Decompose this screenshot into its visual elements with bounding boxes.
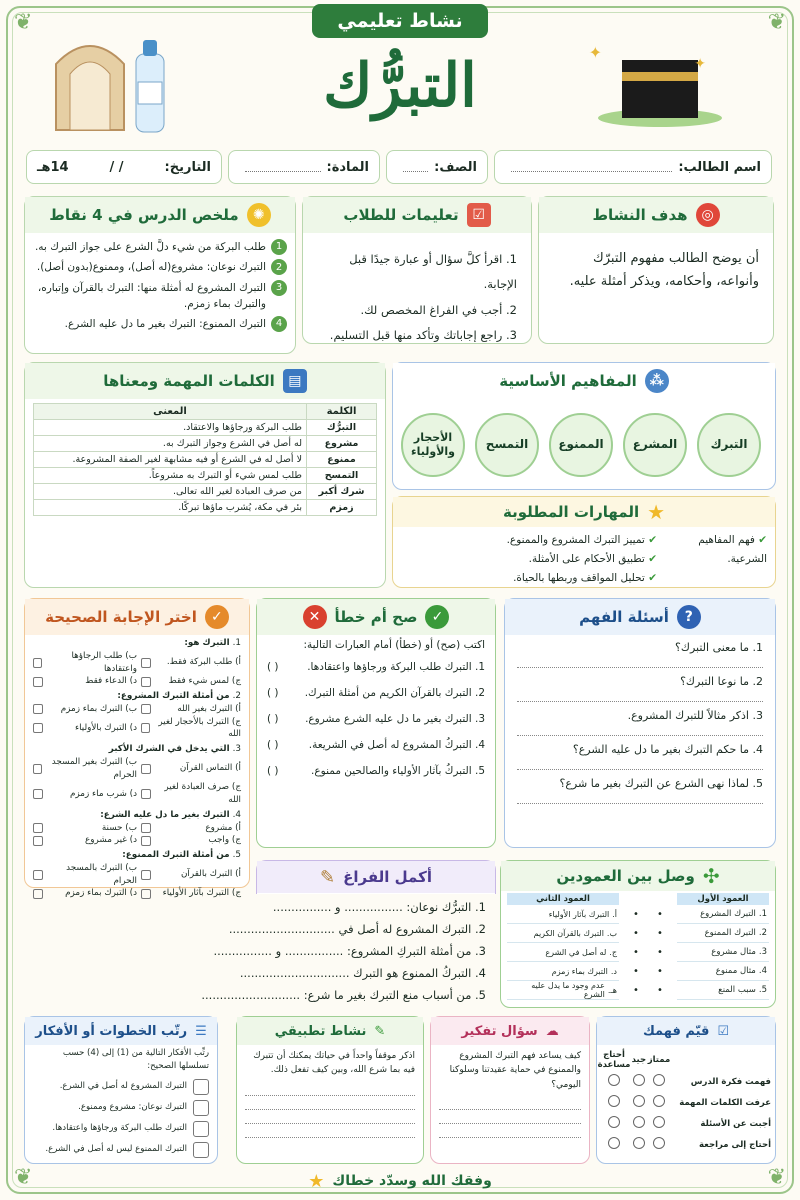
mcq-question: 4. التبرك بغير ما دل عليه الشرع: أ) مشروع ب) حسنة ج) واجب د) غير مشروع — [33, 809, 241, 847]
mcq-option[interactable]: ج) التبرك بالأحجار لغير الله — [137, 716, 241, 742]
order-item[interactable]: التبرك طلب البركة ورجاؤها واعتقادها. — [33, 1121, 209, 1137]
mcq-option[interactable]: ب) التبرك بالمسجد الحرام — [33, 862, 137, 888]
order-item[interactable]: التبرك نوعان: مشروع وممنوع. — [33, 1100, 209, 1116]
goal-card — [538, 196, 774, 344]
fill-body — [24, 894, 496, 1010]
mcq-option[interactable]: د) التبرك بماء زمزم — [33, 887, 137, 900]
fill-item[interactable]: 5. من أسباب منع التبرك بغير ما شرع: ........................... — [201, 988, 486, 1002]
svg-text:✦: ✦ — [694, 56, 706, 72]
comprehension-card: ? أسئلة الفهم 1. ما معنى التبرك؟ 2. ما نوعا التبرك؟ 3. اذكر مثالاً للتبرك المشروع. 4. ما حكم التبرك بغير ما دل عليه الشرع؟ 5. لماذا نهى الشرع عن التبرك بغير ما شرع؟ — [504, 598, 776, 848]
true-false-item: 1. التبرك طلب البركة ورجاؤها واعتقادها. ( ) — [267, 661, 485, 673]
fill-header: أكمل الفراغ ✎ — [256, 860, 496, 894]
star-icon: ★ — [647, 500, 666, 524]
mcq-option[interactable]: ب) التبرك بماء زمزم — [33, 703, 137, 716]
date-field[interactable]: التاريخ: / / 14هـ — [26, 150, 222, 184]
table-row: ممنوع لا أصل له في الشرع أو فيه مشابهة لغير الصفة المشروعة. — [34, 452, 377, 468]
match-left-item[interactable]: 5. سبب المنع — [677, 981, 769, 1000]
answer-line[interactable] — [245, 1096, 415, 1110]
mcq-card: ✓ اختر الإجابة الصحيحة 1. التبرك هو: أ) طلب البركة فقط. ب) طلب الرجاؤها واعتقادها ج) لمس شيء فقط د) الدعاء فقط 2. من أمثلة التبرك المشروع: أ) التبرك بغير الله ب) التبرك بماء زمزم ج) التبرك بالأحجار لغير الله د) التبرك بالأولياء 3. التي يدخل في الشرك الأكبر أ) التماس القرآن ب) التبرك بغير المسجد الحرام ج) صرف العبادة لغير الله د) شرب ماء زمزم 4. التبرك بغير ما دل عليه الشرع: أ) مشروع ب) حسنة ج) واجب د) غير مشروع 5. من أمثلة التبرك الممنوع: أ) التبرك بالقرآن ب) التبرك بالمسجد الحرام ج) التبرك بآثار الأولياء د) التبرك بماء زمزم — [24, 598, 250, 888]
match-left-item[interactable]: 2. التبرك الممنوع — [677, 924, 769, 943]
answer-line[interactable] — [439, 1110, 581, 1124]
list-icon: ☰ — [195, 1023, 207, 1039]
match-left-item[interactable]: 3. مثال مشروع — [677, 943, 769, 962]
checkbox[interactable] — [33, 836, 43, 846]
mcq-question: 1. التبرك هو: أ) طلب البركة فقط. ب) طلب الرجاؤها واعتقادها ج) لمس شيء فقط د) الدعاء فقط — [33, 637, 241, 688]
thought-bubble-icon: ☁ — [545, 1023, 559, 1039]
lightbulb-icon: ✺ — [247, 203, 271, 227]
mcq-option[interactable]: ج) صرف العبادة لغير الله — [137, 781, 241, 807]
self-assessment-card: ☑ قيّم فهمك ممتاز جيد أحتاج مساعدة فهمت فكرة الدرس عرفت الكلمات المهمة أجبت عن الأسئلة أحتاج إلى مراجعة — [596, 1016, 776, 1164]
vocab-table: الكلمة المعنى التبرُّك طلب البركة ورجاؤها والاعتقاد. مشروع له أصل في الشرع وجواز التبرك به. ممنوع لا أصل له في الشرع أو فيه مشابهة لغير الصفة المشروعة. التمسح طلب لمس شيء أو التبرك به مشروعاً. شرك أكبر من صرف العبادة لغير الله تعالى. زمزم بئر في مكة، يُشرب ماؤها تبركًا. — [33, 403, 377, 516]
skills-card: ★ المهارات المطلوبة ✔ فهم المفاهيم الشرعية. ✔ تمييز التبرك المشروع والممنوع. ✔ تطبيق الأحكام على الأمثلة. ✔ تحليل المواقف وربطها بالحياة. — [392, 496, 776, 588]
student-name-field[interactable]: اسم الطالب: — [494, 150, 772, 184]
page-title: التبرُّك — [323, 51, 477, 121]
answer-line[interactable] — [439, 1096, 581, 1110]
table-row: شرك أكبر من صرف العبادة لغير الله تعالى. — [34, 484, 377, 500]
checkbox[interactable] — [33, 764, 42, 774]
checkbox[interactable] — [33, 789, 43, 799]
footer: وفقك الله وسدّد خطاك ★ — [308, 1170, 492, 1192]
concept-bubble: الممنوع — [549, 413, 613, 477]
summary-item: 4 التبرك الممنوع: التبرك بغير ما دل عليه الشرع. — [33, 316, 287, 332]
match-right-item[interactable]: ج. له أصل في الشرع — [507, 943, 619, 962]
match-right-item[interactable]: د. التبرك بماء زمزم — [507, 962, 619, 981]
checkbox[interactable] — [141, 764, 151, 774]
mcq-option[interactable]: د) التبرك بالأولياء — [33, 716, 137, 742]
instruction-item: 2. أجب في الفراغ المخصص لك. — [360, 302, 517, 317]
answer-line[interactable] — [517, 790, 763, 804]
checkbox[interactable] — [33, 870, 43, 880]
table-row: زمزم بئر في مكة، يُشرب ماؤها تبركًا. — [34, 500, 377, 516]
mcq-question-text: التي يدخل في الشرك الأكبر — [108, 744, 230, 754]
clipboard-icon: ☑ — [467, 203, 491, 227]
checkbox[interactable] — [33, 823, 43, 833]
checkbox[interactable] — [141, 789, 151, 799]
checkbox[interactable] — [141, 658, 151, 668]
cross-icon: ✕ — [303, 605, 327, 629]
mcq-option[interactable]: ج) لمس شيء فقط — [137, 675, 241, 688]
table-row: أحتاج إلى مراجعة — [597, 1134, 775, 1155]
table-row: أجبت عن الأسئلة — [597, 1113, 775, 1134]
fill-item[interactable]: 1. التبرُّك نوعان: ................ و ................ — [272, 900, 486, 914]
goal-title: هدف النشاط — [592, 206, 688, 224]
mcq-option[interactable]: ج) التبرك بآثار الأولياء — [137, 887, 241, 900]
concepts-card: ⁂ المفاهيم الأساسية التبرك المشرع الممنوع التمسح الأحجار والأولياء — [392, 362, 776, 490]
mihrab-bottle-icon — [50, 34, 180, 134]
answer-line[interactable] — [245, 1124, 415, 1138]
checkbox[interactable] — [33, 677, 43, 687]
order-item[interactable]: التبرك المشروع له أصل في الشرع. — [33, 1079, 209, 1095]
true-false-item: 2. التبرك بالقرآن الكريم من أمثلة التبرك. ( ) — [267, 687, 485, 699]
summary-card: ✺ ملخص الدرس في 4 نقاط 1 طلب البركة من شيء دلَّ الشرع على جواز التبرك به. 2 التبرك نوعان: مشروع(له أصل)، وممنوع(بدون أصل). 3 التبرك المشروع له أمثلة منها: التبرك بالقرآن وإتباره، والتبرك بماء زمزم. 4 التبرك الممنوع: التبرك بغير ما دل عليه الشرع. — [24, 196, 296, 354]
summary-item: 3 التبرك المشروع له أمثلة منها: التبرك بالقرآن وإتباره، والتبرك بماء زمزم. — [33, 280, 287, 313]
answer-line[interactable] — [245, 1082, 415, 1096]
true-false-item: 4. التبركُ المشروع له أصل في الشريعة. ( ) — [267, 739, 485, 751]
vocab-card: ▤ الكلمات المهمة ومعناها الكلمة المعنى التبرُّك طلب البركة ورجاؤها والاعتقاد. مشروع له أصل في الشرع وجواز التبرك به. ممنوع لا أصل له في الشرع أو فيه مشابهة لغير الصفة المشروعة. التمسح طلب لمس شيء أو التبرك به مشروعاً. شرك أكبر من صرف العبادة لغير الله تعالى. زمزم بئر في مكة، يُشرب ماؤها تبركًا. — [24, 362, 386, 588]
match-left-item[interactable]: 1. التبرك المشروع — [677, 905, 769, 924]
true-false-instruction: اكتب (صح) أو (خطأ) أمام العبارات التالية: — [303, 639, 485, 651]
mcq-question: 2. من أمثلة التبرك المشروع: أ) التبرك بغير الله ب) التبرك بماء زمزم ج) التبرك بالأحجار لغير الله د) التبرك بالأولياء — [33, 690, 241, 741]
fill-item[interactable]: 4. التبركُ الممنوع هو التبرك .............................. — [239, 966, 486, 980]
true-false-item: 5. التبركُ بآثار الأولياء والصالحين ممنوع. ( ) — [267, 765, 485, 777]
match-right-item[interactable]: أ. التبرك بآثار الأولياء — [507, 905, 619, 924]
applied-card: ✎ نشاط تطبيقي اذكر موقفاً واحداً في حياتك يمكنك أن تتبرك فيه بما شرع الله، وبين كيف تفعل ذلك. — [236, 1016, 424, 1164]
mcq-option[interactable]: د) شرب ماء زمزم — [33, 781, 137, 807]
activity-badge: نشاط تعليمي — [312, 4, 488, 38]
star-icon: ★ — [308, 1170, 325, 1192]
checkbox[interactable] — [33, 658, 42, 668]
match-card: ✣ وصل بين العمودين العمود الأول 1. التبرك المشروع 2. التبرك الممنوع 3. مثال مشروع 4. مثال ممنوع 5. سبب المنع • • • • • • • • • • العمود الثاني أ. التبرك بآثار الأولياء ب. التبرك بالقرآن الكريم ج. له أصل في الشرع د. التبرك بماء زمزم هـ. عدم وجود ما يدل عليه الشرع — [500, 860, 776, 1008]
answer-line[interactable] — [245, 1110, 415, 1124]
mcq-question-text: التبرك هو: — [184, 638, 230, 648]
question-item: 5. لماذا نهى الشرع عن التبرك بغير ما شرع؟ — [517, 777, 763, 804]
pencil-icon: ✎ — [320, 866, 336, 888]
mcq-option[interactable]: ج) واجب — [137, 834, 241, 847]
mcq-option[interactable]: أ) التبرك بالقرآن — [137, 862, 241, 888]
checkbox[interactable] — [141, 870, 151, 880]
true-false-card: ✓ صح أم خطأ ✕ اكتب (صح) أو (خطأ) أمام العبارات التالية: 1. التبرك طلب البركة ورجاؤها واعتقادها. ( ) 2. التبرك بالقرآن الكريم من أمثلة التبرك. ( ) 3. التبرك بغير ما دل عليه الشرع مشروع. ( ) 4. التبركُ المشروع له أصل في الشريعة. ( ) 5. التبركُ بآثار الأولياء والصالحين ممنوع. ( ) — [256, 598, 496, 848]
match-right-item[interactable]: ب. التبرك بالقرآن الكريم — [507, 924, 619, 943]
skill-item: ✔ تحليل المواقف وربطها بالحياة. — [513, 571, 657, 584]
checkbox[interactable] — [141, 836, 151, 846]
mcq-question-text: التبرك بغير ما دل عليه الشرع: — [100, 809, 230, 820]
subject-field[interactable]: المادة: — [228, 150, 380, 184]
mcq-option[interactable]: أ) التماس القرآن — [137, 756, 241, 782]
checkbox[interactable] — [141, 677, 151, 687]
instructions-card: ☑ تعليمات للطلاب 1. اقرأ كلَّ سؤال أو عبارة جيدًا قبل الإجابة. 2. أجب في الفراغ المخصص لك. 3. راجع إجاباتك وتأكد منها قبل التسليم. — [302, 196, 532, 344]
checkbox[interactable] — [33, 723, 43, 733]
question-item: 2. ما نوعا التبرك؟ — [517, 675, 763, 702]
match-column-2: العمود الثاني أ. التبرك بآثار الأولياء ب. التبرك بالقرآن الكريم ج. له أصل في الشرع د. التبرك بماء زمزم هـ. عدم وجود ما يدل عليه الشرع — [507, 893, 619, 1000]
mcq-option[interactable]: د) الدعاء فقط — [33, 675, 137, 688]
mcq-option[interactable]: ب) التبرك بغير المسجد الحرام — [33, 756, 137, 782]
check-badge-icon: ✓ — [205, 605, 229, 629]
checkbox[interactable] — [141, 823, 151, 833]
summary-item: 2 التبرك نوعان: مشروع(له أصل)، وممنوع(بدون أصل). — [33, 259, 287, 275]
class-field[interactable]: الصف: — [386, 150, 488, 184]
answer-line[interactable] — [439, 1124, 581, 1138]
concept-bubble: التمسح — [475, 413, 539, 477]
order-card: ☰ رتّب الخطوات أو الأفكار رتِّب الأفكار التالية من (1) إلى (4) حسب تسلسلها الصحيح: التبرك المشروع له أصل في الشرع. التبرك نوعان: مشروع وممنوع. التبرك طلب البركة ورجاؤها واعتقادها. التبرك الممنوع ليس له أصل في الشرع. — [24, 1016, 218, 1164]
question-item: 3. اذكر مثالاً للتبرك المشروع. — [517, 709, 763, 736]
concept-bubble: الأحجار والأولياء — [401, 413, 465, 477]
mcq-option[interactable]: ب) حسنة — [33, 822, 137, 835]
mcq-question-text: من أمثلة التبرك المشروع: — [117, 691, 230, 701]
table-row: مشروع له أصل في الشرع وجواز التبرك به. — [34, 436, 377, 452]
mcq-option[interactable]: ب) طلب الرجاؤها واعتقادها — [33, 650, 137, 676]
mcq-option[interactable]: أ) التبرك بغير الله — [137, 703, 241, 716]
vine-ornament-icon: ❦ — [767, 10, 786, 35]
instruction-item: 3. راجع إجاباتك وتأكد منها قبل التسليم. — [329, 327, 517, 342]
mcq-question-text: من أمثلة التبرك الممنوع: — [122, 850, 230, 860]
book-icon: ▤ — [283, 369, 307, 393]
mcq-option[interactable]: د) غير مشروع — [33, 834, 137, 847]
table-row: التبرُّك طلب البركة ورجاؤها والاعتقاد. — [34, 420, 377, 436]
answer-line[interactable] — [517, 654, 763, 668]
target-icon: ◎ — [696, 203, 720, 227]
skill-item: ✔ تمييز التبرك المشروع والممنوع. — [506, 534, 657, 546]
mcq-option[interactable]: أ) طلب البركة فقط. — [137, 650, 241, 676]
checkbox[interactable] — [141, 723, 150, 733]
question-icon: ? — [677, 605, 701, 629]
table-row: التمسح طلب لمس شيء أو التبرك به مشروعاً. — [34, 468, 377, 484]
goal-text: أن يوضح الطالب مفهوم التبرّك وأنواعه، وأحكامه، ويذكر أمثلة عليه. — [569, 251, 759, 290]
network-icon: ⁂ — [645, 369, 669, 393]
vine-ornament-icon: ❦ — [14, 1165, 33, 1190]
table-row: فهمت فكرة الدرس — [597, 1071, 775, 1092]
fill-item[interactable]: 2. التبرك المشروع له أصل في ............................. — [228, 922, 486, 936]
match-left-item[interactable]: 4. مثال ممنوع — [677, 962, 769, 981]
mcq-question: 5. من أمثلة التبرك الممنوع: أ) التبرك بالقرآن ب) التبرك بالمسجد الحرام ج) التبرك بآثار الأولياء د) التبرك بماء زمزم — [33, 849, 241, 900]
true-false-item: 3. التبرك بغير ما دل عليه الشرع مشروع. ( ) — [267, 713, 485, 725]
question-item: 1. ما معنى التبرك؟ — [517, 641, 763, 668]
question-item: 4. ما حكم التبرك بغير ما دل عليه الشرع؟ — [517, 743, 763, 770]
self-assessment-table: ممتاز جيد أحتاج مساعدة فهمت فكرة الدرس عرفت الكلمات المهمة أجبت عن الأسئلة أحتاج إلى مراجعة — [597, 1049, 775, 1155]
answer-line[interactable] — [517, 756, 763, 770]
order-item[interactable]: التبرك الممنوع ليس له أصل في الشرع. — [33, 1142, 209, 1158]
checkbox[interactable] — [33, 704, 43, 714]
summary-item: 1 طلب البركة من شيء دلَّ الشرع على جواز التبرك به. — [33, 239, 287, 255]
concept-bubble: التبرك — [697, 413, 761, 477]
fill-item[interactable]: 3. من أمثلة التبركِ المشروع: ................ و ................ — [213, 944, 486, 958]
skill-item: ✔ تطبيق الأحكام على الأمثلة. — [528, 552, 657, 565]
answer-line[interactable] — [517, 688, 763, 702]
think-card: ☁ سؤال تفكير كيف يساعد فهم التبرك المشروع والممنوع في حماية عقيدتنا وسلوكنا اليومي؟ — [430, 1016, 590, 1164]
match-column-1: العمود الأول 1. التبرك المشروع 2. التبرك الممنوع 3. مثال مشروع 4. مثال ممنوع 5. سبب المنع — [677, 893, 769, 1000]
check-icon: ✓ — [425, 605, 449, 629]
mcq-question: 3. التي يدخل في الشرك الأكبر أ) التماس القرآن ب) التبرك بغير المسجد الحرام ج) صرف العبادة لغير الله د) شرب ماء زمزم — [33, 743, 241, 807]
checkbox[interactable] — [141, 704, 151, 714]
book-pen-icon: ✎ — [374, 1023, 386, 1039]
checklist-icon: ☑ — [717, 1023, 730, 1039]
concept-bubble: المشرع — [623, 413, 687, 477]
mcq-option[interactable]: أ) مشروع — [137, 822, 241, 835]
vine-ornament-icon: ❦ — [14, 10, 33, 35]
vine-ornament-icon: ❦ — [767, 1165, 786, 1190]
match-right-item[interactable]: هـ. عدم وجود ما يدل عليه الشرع — [507, 981, 619, 1000]
svg-text:✦: ✦ — [588, 43, 602, 62]
table-row: عرفت الكلمات المهمة — [597, 1092, 775, 1113]
kaaba-icon — [590, 38, 730, 128]
instruction-item: 1. اقرأ كلَّ سؤال أو عبارة جيدًا قبل الإجابة. — [349, 252, 517, 292]
puzzle-icon: ✣ — [702, 864, 720, 888]
answer-line[interactable] — [517, 722, 763, 736]
skill-item: ✔ فهم المفاهيم الشرعية. — [698, 534, 767, 565]
